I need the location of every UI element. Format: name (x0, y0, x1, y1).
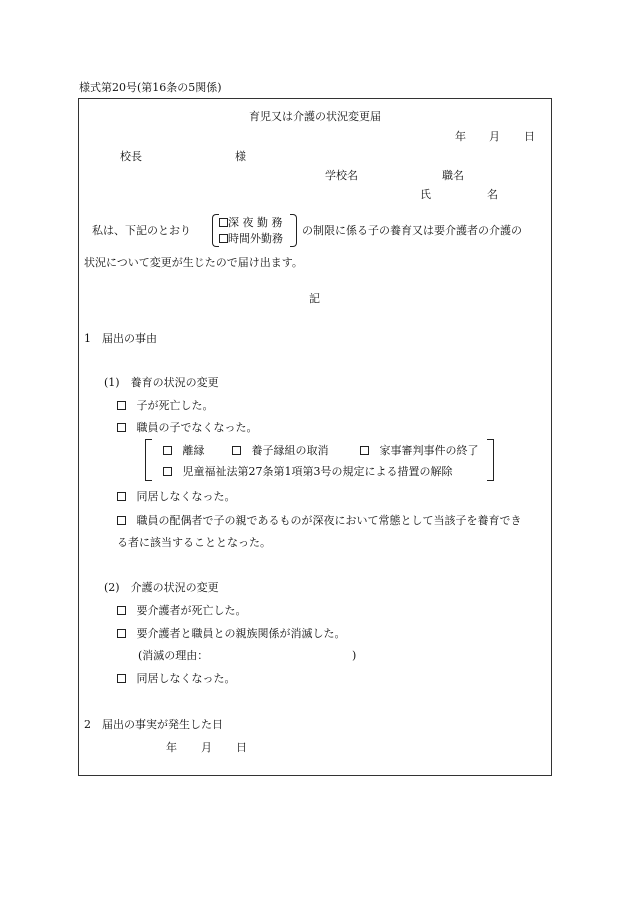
sub2-item-relation[interactable] (117, 627, 346, 641)
reason-label: (消滅の理由： (138, 649, 209, 662)
sub1-item-death[interactable] (117, 399, 214, 413)
relation-end-checkbox[interactable] (117, 629, 126, 638)
intro-bracket-right (290, 214, 297, 247)
child-death-label: 子が死亡した。 (136, 399, 214, 412)
overtime-work-checkbox[interactable] (219, 234, 228, 243)
sub1-heading: (1) 養育の状況の変更 (104, 376, 219, 389)
sub1-item-not-child[interactable] (117, 421, 258, 435)
sub-options-bracket-right (487, 439, 494, 481)
sub1-not-living-label: 同居しなくなった。 (136, 490, 236, 503)
sub2-item-death[interactable] (117, 604, 247, 618)
date-year-field[interactable]: 年 (455, 130, 466, 143)
addressee-principal: 校長 (120, 150, 142, 163)
not-child-checkbox[interactable] (117, 423, 126, 432)
date-day-field[interactable]: 日 (524, 130, 535, 143)
position-field[interactable]: 職名 (442, 169, 464, 182)
spouse-label-line2: る者に該当することとなった。 (117, 536, 271, 549)
spouse-checkbox[interactable] (117, 516, 126, 525)
sub2-heading: (2) 介護の状況の変更 (104, 581, 219, 594)
not-child-label: 職員の子でなくなった。 (136, 421, 258, 434)
opt-adoption-cancel[interactable] (232, 444, 329, 458)
intro-option-overtime[interactable] (219, 232, 283, 246)
occurrence-month-field[interactable]: 月 (201, 741, 212, 754)
night-work-checkbox[interactable] (219, 218, 228, 227)
adoption-cancel-checkbox[interactable] (232, 446, 241, 455)
occurrence-year-field[interactable]: 年 (166, 741, 177, 754)
child-welfare-label: 児童福祉法第27条第1項第3号の規定による措置の解除 (182, 465, 453, 478)
school-name-field[interactable]: 学校名 (325, 169, 358, 182)
child-death-checkbox[interactable] (117, 401, 126, 410)
sub1-item-not-living[interactable] (117, 490, 236, 504)
divorce-checkbox[interactable] (163, 446, 172, 455)
sub2-not-living-checkbox[interactable] (117, 674, 126, 683)
name-shi-label: 氏 (420, 188, 431, 201)
form-number: 様式第20号(第16条の5関係) (79, 81, 222, 94)
occurrence-day-field[interactable]: 日 (236, 741, 247, 754)
sub2-item-not-living[interactable] (117, 672, 236, 686)
intro-bracket-left (212, 214, 219, 247)
divorce-label: 離縁 (182, 444, 205, 457)
opt-child-welfare[interactable] (163, 465, 453, 479)
reason-input[interactable] (214, 649, 344, 663)
opt-family-court[interactable] (360, 444, 479, 458)
relation-end-label: 要介護者と職員との親族関係が消滅した。 (136, 627, 346, 640)
sub-options-bracket-left (145, 439, 152, 481)
opt-divorce[interactable] (163, 444, 205, 458)
night-work-label: 深 夜 勤 務 (228, 216, 283, 229)
section1-heading: 1 届出の事由 (84, 332, 157, 345)
sub1-not-living-checkbox[interactable] (117, 492, 126, 501)
child-welfare-checkbox[interactable] (163, 467, 172, 476)
care-death-checkbox[interactable] (117, 606, 126, 615)
spouse-label-line1: 職員の配偶者で子の親であるものが深夜において常態として当該子を養育でき (136, 514, 522, 527)
form-title: 育児又は介護の状況変更届 (249, 110, 381, 123)
sub2-not-living-label: 同居しなくなった。 (136, 672, 236, 685)
overtime-work-label: 時間外勤務 (228, 232, 283, 245)
sub1-item-spouse[interactable] (117, 514, 522, 528)
date-month-field[interactable]: 月 (489, 130, 500, 143)
family-court-label: 家事審判事件の終了 (379, 444, 479, 457)
care-death-label: 要介護者が死亡した。 (136, 604, 247, 617)
family-court-checkbox[interactable] (360, 446, 369, 455)
intro-lead: 私は、下記のとおり (92, 224, 191, 237)
section2-heading: 2 届出の事実が発生した日 (84, 718, 223, 731)
intro-line2: 状況について変更が生じたので届け出ます。 (84, 256, 303, 269)
addressee-sama: 様 (235, 150, 246, 163)
ki-heading: 記 (309, 292, 320, 305)
reason-close: ) (352, 649, 357, 662)
adoption-cancel-label: 養子縁組の取消 (251, 444, 329, 457)
name-mei-label: 名 (487, 188, 498, 201)
intro-option-night[interactable] (219, 216, 283, 230)
intro-line1-rest: の制限に係る子の養育又は要介護者の介護の (302, 224, 522, 237)
